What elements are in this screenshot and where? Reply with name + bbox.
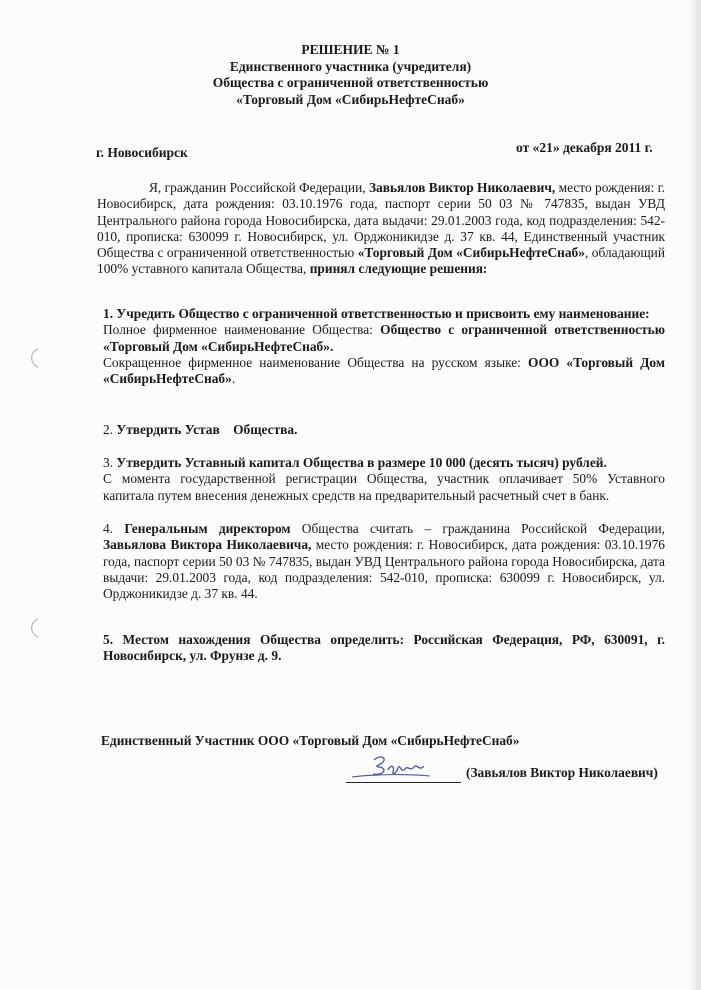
header-line-4: «Торговый Дом «СибирьНефтеСнаб» — [236, 91, 465, 107]
decisions-lead: принял следующие решения: — [309, 261, 488, 277]
decision-item-3 — [103, 455, 665, 504]
document-place: г. Новосибирск — [96, 145, 188, 160]
item4-role: Генеральным директором — [124, 521, 291, 536]
item1-full-name: Общество с ограниченной ответственностью «Торговый Дом «СибирьНефтеСнаб». — [103, 322, 665, 354]
decision-title: РЕШЕНИЕ № 1 — [301, 42, 400, 57]
item3-heading: Утвердить Уставный капитал Общества в размере 10 000 (десять тысяч) рублей. — [116, 455, 607, 470]
decision-item-4 — [103, 521, 665, 602]
item3-text: С момента государственной регистрации Общества, участник оплачивает 50% Уставного капитала путем внесения денежных средств на предварительный расчетный счет в банк. — [103, 471, 665, 503]
item3-number: 3. — [103, 455, 117, 470]
document-header — [0, 42, 701, 108]
item1-short-end: . — [231, 371, 236, 387]
header-line-2: Единственного участника (учредителя) — [229, 58, 472, 74]
signature-line — [346, 782, 461, 783]
item4-number: 4. — [103, 521, 125, 536]
punch-hole-mark-bottom — [26, 618, 40, 638]
item2-number: 2. — [103, 422, 117, 437]
signatory-title: Единственный Участник ООО «Торговый Дом «СибирьНефтеСнаб» — [101, 733, 520, 748]
document-date: от «21» декабря 2011 г. — [516, 140, 653, 155]
intro-text-1: Я, гражданин Российской Федерации, — [149, 180, 369, 195]
item1-heading: 1. Учредить Общество с ограниченной ответственностью и присвоить ему наименование: — [103, 306, 650, 321]
signatory-name: (Завьялов Виктор Николаевич) — [466, 765, 658, 780]
item2-text: Утвердить Устав Общества. — [116, 422, 298, 437]
participant-name: Завьялов Виктор Николаевич, — [368, 180, 556, 195]
punch-hole-mark-top — [26, 348, 40, 368]
item4-text-1: Общества считать – гражданина Российской Федерации, — [290, 521, 666, 536]
company-name: «Торговый Дом «СибирьНефтеСнаб» — [357, 245, 585, 261]
header-line-3: Общества с ограниченной ответственностью — [212, 75, 489, 90]
handwritten-signature — [348, 752, 432, 786]
decision-item-1 — [103, 306, 665, 387]
item4-text-2: место рождения: г. Новосибирск, дата рождения: 03.10.1976 года, паспорт серии 50 03 № 747835, выдан УВД Центрального района города Новосибирска, дата выдачи: 29.01.2003 года, код подразделения: 542-010, прописка: 630099 г. Новосибирск, ул. Орджоникидзе д. 37 кв. 44. — [103, 537, 665, 602]
decision-item-2 — [103, 422, 665, 438]
scan-edge-shadow — [687, 0, 701, 990]
item4-director-name: Завьялова Виктора Николаевича, — [103, 537, 312, 553]
intro-text-3: , обладающий 100% уставного капитала Общества, — [97, 245, 665, 277]
intro-text-2: место рождения: г. Новосибирск, дата рождения: 03.10.1976 года, паспорт серии 50 03 № 747835, выдан УВД Центрального района города Новосибирска, дата выдачи: 29.01.2003 года, код подразделения: 542-010, прописка: 630099 г. Новосибирск, ул. Орджоникидзе д. 37 кв. 44, Единственный участник Общества с ограниченной ответственностью — [97, 180, 666, 261]
item1-short-name: ООО «Торговый Дом «СибирьНефтеСнаб» — [103, 354, 665, 387]
item1-full-label: Полное фирменное наименование Общества: — [103, 322, 381, 338]
item1-short-label: Сокращенное фирменное наименование Общества на русском языке: — [103, 354, 529, 370]
intro-paragraph — [97, 180, 665, 278]
decision-item-5: 5. Местом нахождения Общества определить: Российская Федерация, РФ, 630091, г. Новосибирск, ул. Фрунзе д. 9. — [103, 632, 665, 664]
